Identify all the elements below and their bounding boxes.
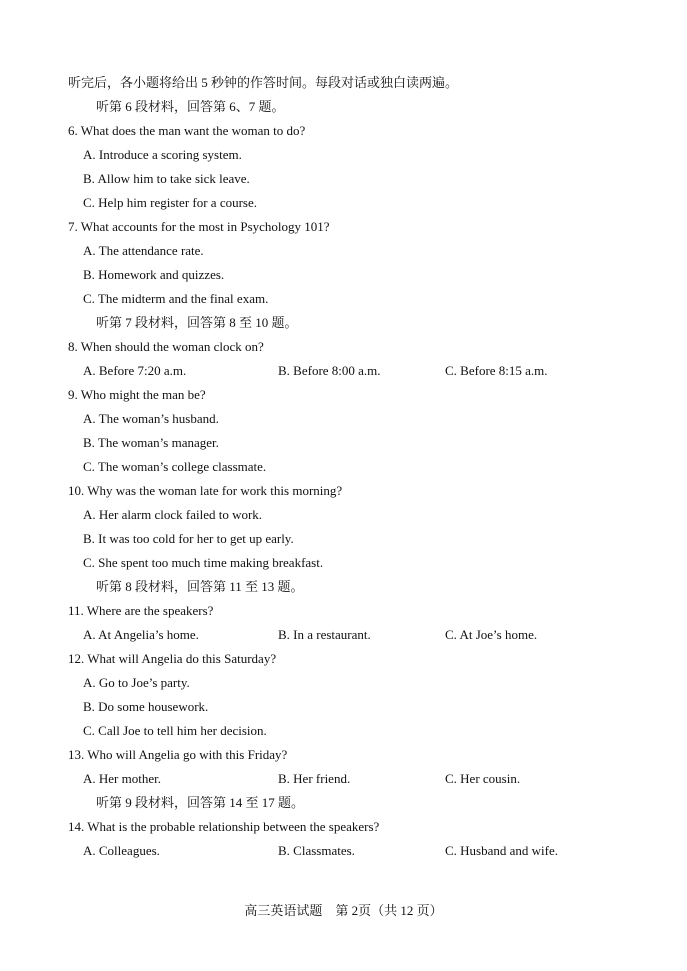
option-a: A. Her alarm clock failed to work.	[83, 507, 263, 522]
question-stem: 10. Why was the woman late for work this morning?	[68, 483, 343, 498]
option-a: A. Go to Joe’s party.	[83, 675, 190, 690]
option-c: C. The woman’s college classmate.	[83, 459, 267, 474]
option-c: C. Before 8:15 a.m.	[445, 363, 548, 378]
option-c: C. She spent too much time making breakfast.	[83, 555, 324, 570]
option-c: C. At Joe’s home.	[445, 627, 538, 642]
question-stem: 6. What does the man want the woman to do?	[68, 123, 306, 138]
option-c: C. Her cousin.	[445, 771, 521, 786]
options-row	[83, 839, 643, 863]
option-c: C. Help him register for a course.	[83, 195, 258, 210]
options-row	[83, 767, 643, 791]
option-b: B. The woman’s manager.	[83, 435, 219, 450]
section-heading: 听第 6 段材料，回答第 6、7 题。	[96, 99, 285, 114]
option-a: A. The woman’s husband.	[83, 411, 219, 426]
option-b: B. In a restaurant.	[278, 627, 371, 642]
option-a: A. Her mother.	[83, 771, 161, 786]
option-c: C. Call Joe to tell him her decision.	[83, 723, 267, 738]
section-heading: 听第 7 段材料，回答第 8 至 10 题。	[96, 315, 298, 330]
option-c: C. Husband and wife.	[445, 843, 559, 858]
option-a: A. Before 7:20 a.m.	[83, 363, 187, 378]
option-b: B. It was too cold for her to get up early.	[83, 531, 294, 546]
option-b: B. Classmates.	[278, 843, 355, 858]
option-a: A. At Angelia’s home.	[83, 627, 199, 642]
question-stem: 12. What will Angelia do this Saturday?	[68, 651, 277, 666]
question-stem: 13. Who will Angelia go with this Friday?	[68, 747, 288, 762]
option-b: B. Her friend.	[278, 771, 351, 786]
option-a: A. Introduce a scoring system.	[83, 147, 242, 162]
question-stem: 9. Who might the man be?	[68, 387, 206, 402]
section-heading: 听第 8 段材料，回答第 11 至 13 题。	[96, 579, 304, 594]
section-heading: 听第 9 段材料，回答第 14 至 17 题。	[96, 795, 305, 810]
option-b: B. Before 8:00 a.m.	[278, 363, 381, 378]
question-stem: 7. What accounts for the most in Psychology 101?	[68, 219, 330, 234]
option-a: A. The attendance rate.	[83, 243, 204, 258]
option-a: A. Colleagues.	[83, 843, 160, 858]
question-stem: 11. Where are the speakers?	[68, 603, 214, 618]
option-b: B. Homework and quizzes.	[83, 267, 225, 282]
question-stem: 8. When should the woman clock on?	[68, 339, 264, 354]
options-row	[83, 623, 643, 647]
option-b: B. Do some housework.	[83, 699, 209, 714]
intro-text: 听完后，各小题将给出 5 秒钟的作答时间。每段对话或独白读两遍。	[68, 75, 459, 90]
option-b: B. Allow him to take sick leave.	[83, 171, 250, 186]
option-c: C. The midterm and the final exam.	[83, 291, 269, 306]
question-stem: 14. What is the probable relationship between the speakers?	[68, 819, 380, 834]
page-footer: 高三英语试题 第 2页（共 12 页）	[244, 903, 443, 918]
options-row	[83, 359, 643, 383]
